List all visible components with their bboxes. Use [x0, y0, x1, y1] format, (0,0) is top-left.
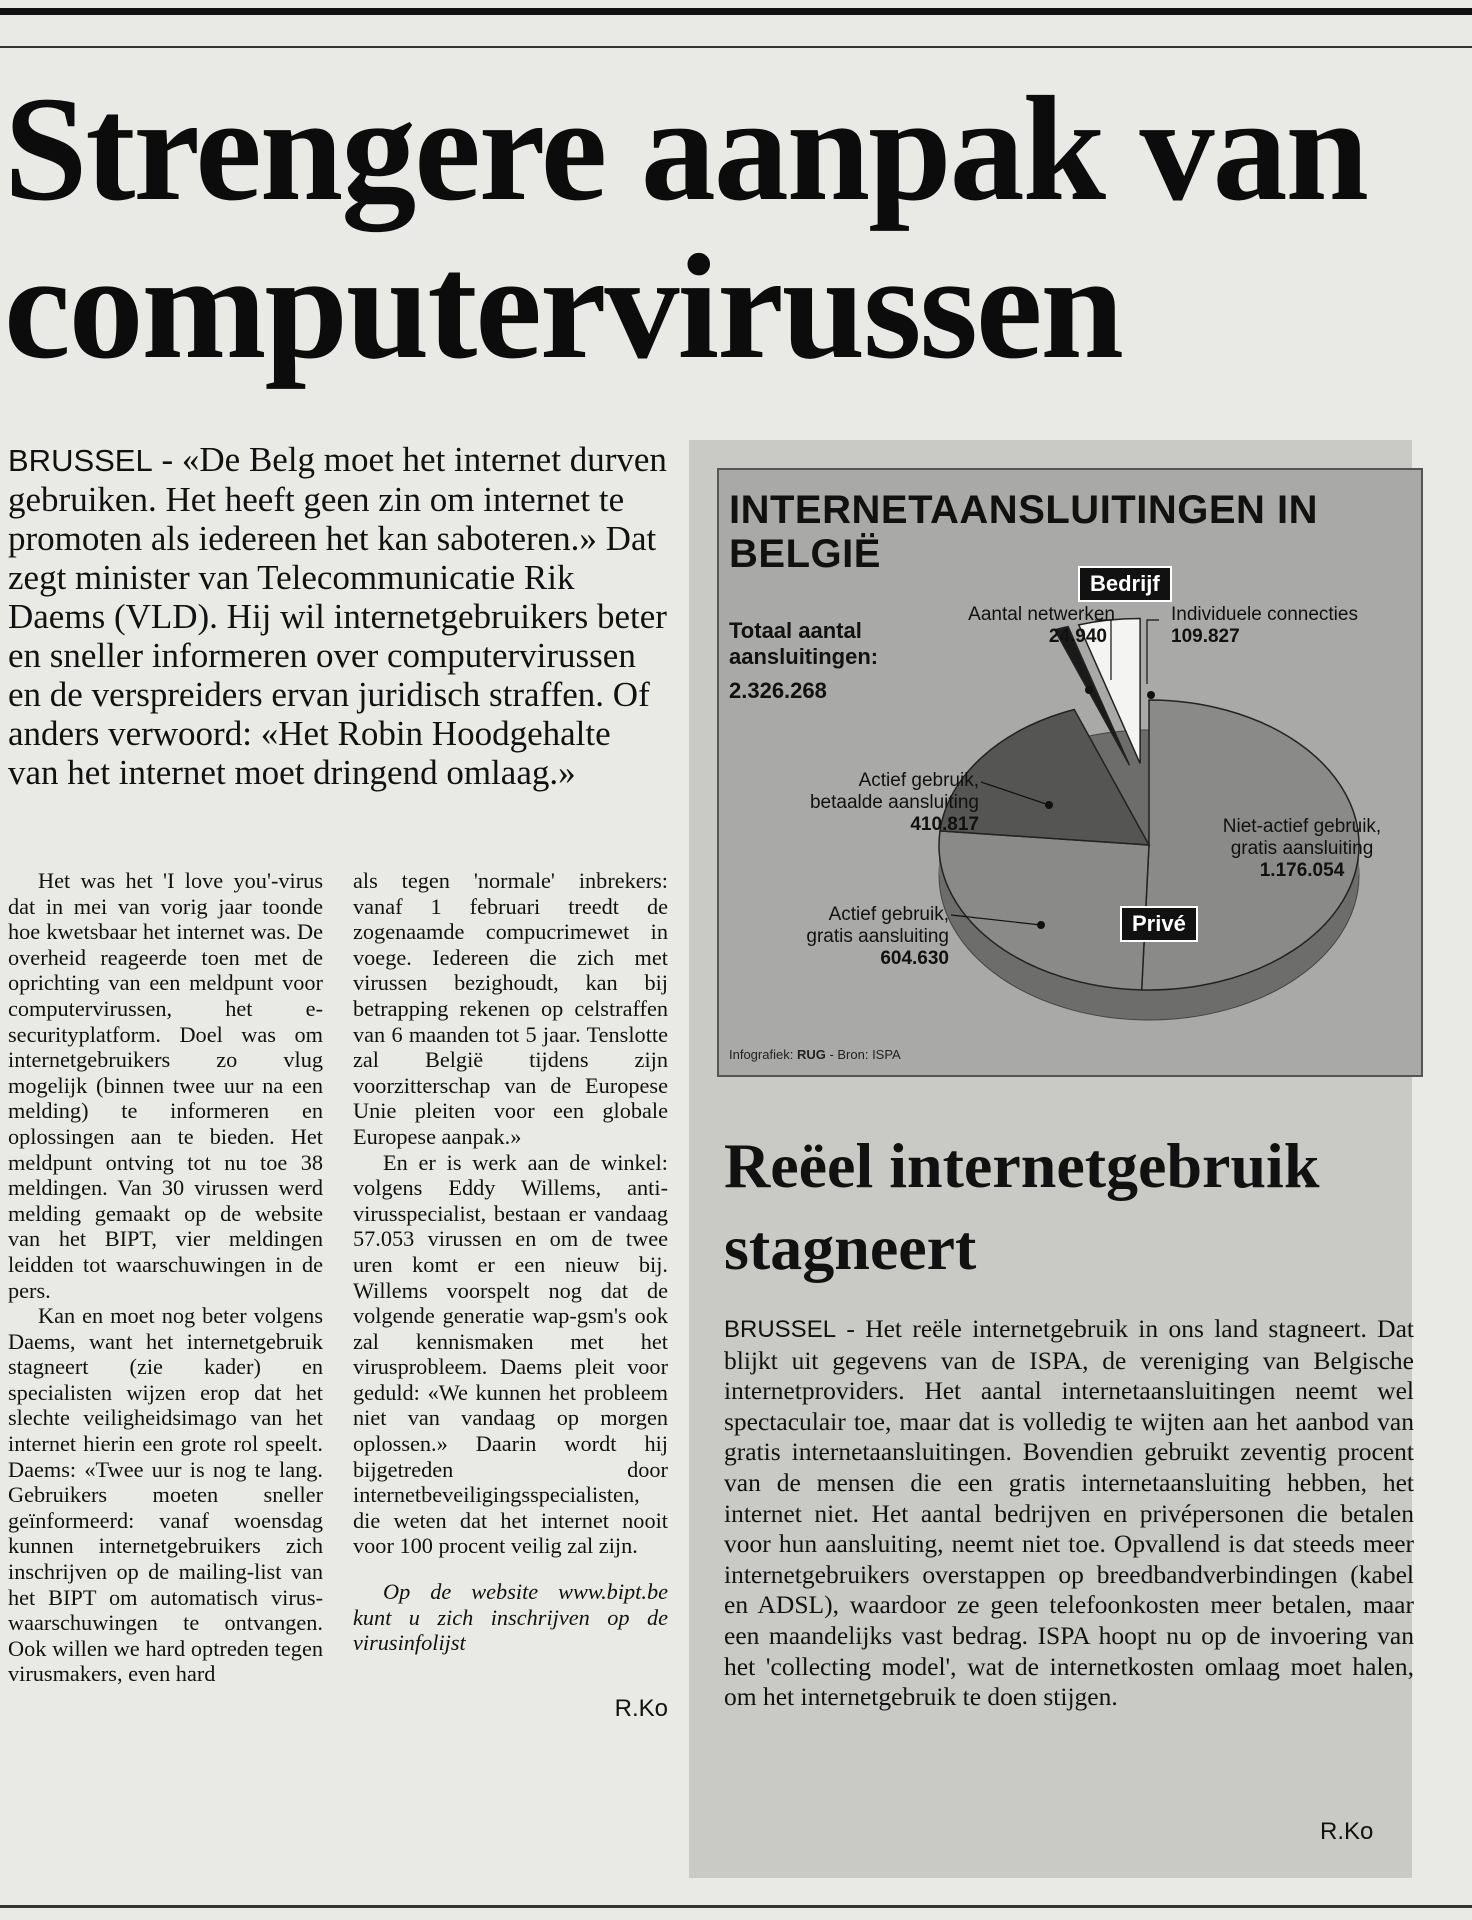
top-rule-thin: [0, 46, 1472, 48]
website-note: Op de website www.bipt.be kunt u zich inschrijven op de virusinfolijst: [353, 1579, 668, 1656]
lead-text: - «De Belg moet het internet durven gebruiken. Het heeft geen zin om internet te promoten als iedereen het kan saboteren.» Dat zegt minister van Telecommunicatie Rik Daems (VLD). Hij wil internetgebruikers beter en sneller informeren over computervirussen en de verspreiders ervan juridisch straffen. Of anders verwoord: «Het Robin Hoodgehalte van het internet moet dringend omlaag.»: [8, 440, 667, 792]
body-paragraph: als tegen 'normale' inbrekers: vanaf 1 februari treedt de zogenaamde compucrimewet in voege. Iedereen die zich met virussen bezighoudt, kan bij betrapping rekenen op celstraffen van 6 maanden tot 5 jaar. Tenslotte zal België tijdens zijn voorzitterschap van de Europese Unie pleiten voor een globale Europese aanpak.»: [353, 868, 668, 1149]
sidebar-paragraph: [724, 1314, 1414, 1713]
article-signature: R.Ko: [614, 1694, 668, 1722]
body-paragraph: Kan en moet nog beter volgens Daems, want het internetgebruik stagneert (zie kader) en specialisten wijzen erop dat het slechte veiligheidsimago van het internet hierin een grote rol speelt. Daems: «Twee uur is nog te lang. Gebruikers moeten sneller geïnformeerd: vanaf woensdag kunnen internetgebruikers zich inschrijven op de mailing-list van het BIPT om automatisch virus-waarschuwingen te ontvangen. Ook willen we hard optreden tegen virusmakers, even hard: [8, 1303, 323, 1687]
headline: Strengere aanpak van computervirussen: [4, 66, 1367, 390]
sidebar-dateline: BRUSSEL: [724, 1316, 837, 1343]
group-badge-bedrijf: Bedrijf: [1078, 566, 1172, 602]
chart-title: INTERNETAANSLUITINGEN IN BELGIË: [729, 488, 1319, 576]
body-paragraph: En er is werk aan de winkel: volgens Eddy Willems, anti-virusspecialist, bestaan er vandaag 57.053 virussen en om de twee uren komt er een nieuw bij. Willems voorspelt nog dat de volgende generatie wap-gsm's ook zal kennismaken met het virusprobleem. Daems pleit voor geduld: «We kunnen het probleem niet van vandaag op morgen oplossen.» Daarin wordt hij bijgetreden door internetbeveiligingsspecialisten, die weten dat het internet nooit voor 100 procent veilig zal zijn.: [353, 1149, 668, 1559]
group-badge-prive: Privé: [1120, 906, 1198, 942]
bottom-rule: [0, 1905, 1472, 1908]
article-column-1: [8, 868, 323, 1687]
slice-label-active-free: Actief gebruik, gratis aansluiting 604.630: [806, 904, 949, 969]
leader-dot: [1147, 691, 1155, 699]
slice-label-networks: Aantal netwerken 24.940: [968, 604, 1115, 647]
slice-label-connections: Individuele connecties 109.827: [1171, 604, 1358, 647]
leader-line: [1147, 620, 1159, 684]
sidebar-headline: Reëel internetgebruik stagneert: [724, 1130, 1320, 1283]
slice-label-paid: Actief gebruik, betaalde aansluiting 410.817: [809, 770, 979, 835]
slice-label-inactive: Niet-actief gebruik, gratis aansluiting 1.176.054: [1222, 816, 1382, 881]
lead-paragraph: [8, 440, 668, 792]
chart-credit: Infografiek: RUG - Bron: ISPA: [729, 1047, 901, 1062]
article-column-2: [353, 868, 668, 1721]
total-value: 2.326.268: [729, 678, 827, 703]
leader-dot: [1085, 686, 1093, 694]
body-paragraph: Het was het 'I love you'-virus dat in mei van vorig jaar toonde hoe kwetsbaar het internet was. De overheid reageerde toen met de oprichting van een meldpunt voor computervirussen, het e-securityplatform. Doel was om internetgebruikers zo vlug mogelijk (binnen twee uur na een melding) te informeren en oplossingen aan te bieden. Het meldpunt ontving tot nu toe 38 meldingen. Van 30 virussen werd melding gemaakt op de website van het BIPT, vier meldingen leidden tot waarschuwingen in de pers.: [8, 868, 323, 1303]
slice-actief-gratis: [939, 831, 1149, 990]
lead-dateline: BRUSSEL: [8, 443, 153, 478]
infographic-panel: [717, 468, 1423, 1077]
total-label: Totaal aantal aansluitingen:: [729, 618, 879, 669]
sidebar-signature: R.Ko: [1320, 1818, 1374, 1845]
top-rule: [0, 8, 1472, 15]
sidebar-text: - Het reële internetgebruik in ons land stagneert. Dat blijkt uit gegevens van de ISPA, de vereniging van Belgische internetproviders. Het aantal internetaansluitingen neemt wel spectaculair toe, maar dat is volledig te wijten aan het aanbod van gratis internetaansluitingen. Bovendien gebruikt zeventig procent van de mensen die een gratis internetaansluiting hebben, het internet niet. Het aantal bedrijven en privépersonen die betalen voor hun aansluiting, neemt niet toe. Opvallend is dat steeds meer internetgebruikers overstappen op breedbandverbindingen (kabel en ADSL), waardoor ze geen telefoonkosten meer betalen, maar een maandelijks vast bedrag. ISPA hoopt nu op de invoering van het 'collecting model', wat de internetkosten omlaag moet halen, om het internetgebruik te doen stijgen.: [724, 1314, 1414, 1712]
